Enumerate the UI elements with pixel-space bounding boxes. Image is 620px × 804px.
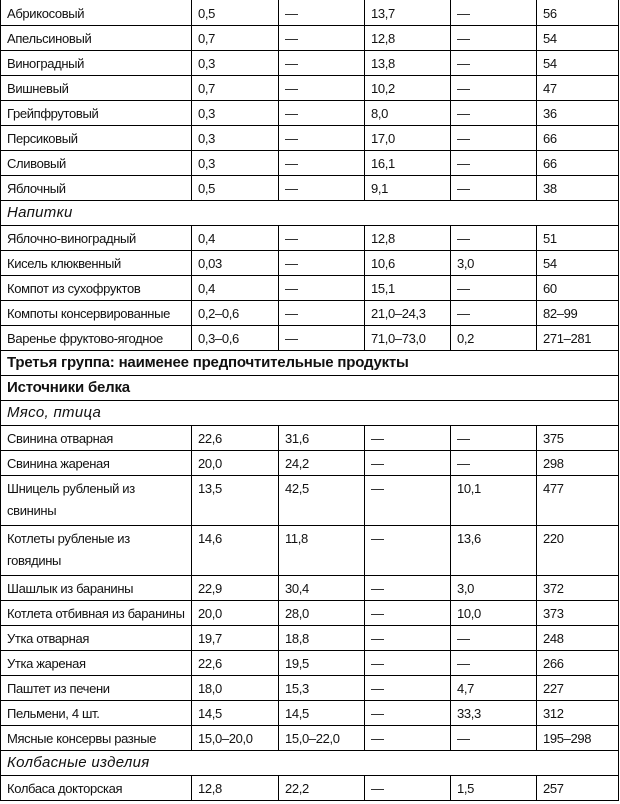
table-row xyxy=(0,176,619,201)
table-cell: — xyxy=(450,101,536,125)
table-row xyxy=(0,651,619,676)
table-cell: — xyxy=(278,176,364,200)
table-cell: 220 xyxy=(536,526,620,575)
table-cell: 248 xyxy=(536,626,620,650)
table-cell: 375 xyxy=(536,426,620,450)
table-cell: 54 xyxy=(536,251,620,275)
table-cell: — xyxy=(364,676,450,700)
table-row xyxy=(0,101,619,126)
table-cell: — xyxy=(278,126,364,150)
table-cell: 54 xyxy=(536,26,620,50)
table-cell: — xyxy=(450,451,536,475)
row-label: Абрикосовый xyxy=(7,6,85,21)
row-label: Яблочный xyxy=(7,181,66,196)
section-label: Напитки xyxy=(7,204,73,221)
section-label: Колбасные изделия xyxy=(7,754,150,771)
table-cell: 0,5 xyxy=(191,0,278,25)
table-row xyxy=(0,426,619,451)
row-label: Яблочно-виноградный xyxy=(7,231,136,246)
table-cell: 19,5 xyxy=(278,651,364,675)
row-label: Грейпфрутовый xyxy=(7,106,99,121)
table-cell: 0,5 xyxy=(191,176,278,200)
table-cell: 38 xyxy=(536,176,620,200)
table-cell: — xyxy=(364,726,450,750)
table-cell: — xyxy=(450,426,536,450)
table-cell: — xyxy=(364,651,450,675)
table-cell: — xyxy=(364,576,450,600)
table-cell: 28,0 xyxy=(278,601,364,625)
row-label: Апельсиновый xyxy=(7,31,92,46)
table-cell: 66 xyxy=(536,151,620,175)
row-label: Компот из сухофруктов xyxy=(7,281,141,296)
table-row xyxy=(0,26,619,51)
table-cell: — xyxy=(364,701,450,725)
table-cell: 257 xyxy=(536,776,620,800)
table-cell: 60 xyxy=(536,276,620,300)
table-cell: 22,6 xyxy=(191,426,278,450)
section-heading xyxy=(0,351,619,376)
row-label: Колбаса докторская xyxy=(7,781,123,796)
table-cell: 0,2–0,6 xyxy=(191,301,278,325)
table-cell: 0,3–0,6 xyxy=(191,326,278,350)
table-row xyxy=(0,701,619,726)
row-label: Сливовый xyxy=(7,156,66,171)
table-cell: 0,3 xyxy=(191,101,278,125)
table-cell: 71,0–73,0 xyxy=(364,326,450,350)
row-label: Компоты консервированные xyxy=(7,306,170,321)
row-label: Шашлык из баранины xyxy=(7,581,134,596)
table-cell: — xyxy=(278,0,364,25)
row-label: Виноградный xyxy=(7,56,85,71)
table-row xyxy=(0,451,619,476)
table-cell: — xyxy=(278,51,364,75)
table-cell: — xyxy=(278,26,364,50)
table-cell: — xyxy=(450,126,536,150)
table-cell: 20,0 xyxy=(191,601,278,625)
table-cell: 20,0 xyxy=(191,451,278,475)
subsection-heading xyxy=(0,201,619,226)
table-cell: 82–99 xyxy=(536,301,620,325)
row-label: Котлеты рубленые из говядины xyxy=(7,531,130,568)
table-cell: 298 xyxy=(536,451,620,475)
table-cell: 0,7 xyxy=(191,26,278,50)
table-cell: — xyxy=(278,226,364,250)
table-row xyxy=(0,776,619,801)
table-cell: 0,3 xyxy=(191,51,278,75)
table-row xyxy=(0,251,619,276)
table-cell: — xyxy=(450,51,536,75)
table-row xyxy=(0,151,619,176)
table-cell: 3,0 xyxy=(450,576,536,600)
table-cell: 47 xyxy=(536,76,620,100)
table-cell: 373 xyxy=(536,601,620,625)
row-label: Вишневый xyxy=(7,81,69,96)
table-cell: 13,8 xyxy=(364,51,450,75)
table-cell: — xyxy=(450,0,536,25)
table-cell: — xyxy=(278,326,364,350)
row-label: Утка жареная xyxy=(7,656,86,671)
table-cell: 11,8 xyxy=(278,526,364,575)
table-row xyxy=(0,301,619,326)
row-label: Шницель рубленый из свинины xyxy=(7,481,135,518)
table-cell: 66 xyxy=(536,126,620,150)
table-cell: 14,5 xyxy=(191,701,278,725)
table-cell: 15,0–20,0 xyxy=(191,726,278,750)
table-cell: 17,0 xyxy=(364,126,450,150)
section-label: Мясо, птица xyxy=(7,404,102,421)
table-cell: 4,7 xyxy=(450,676,536,700)
table-row xyxy=(0,326,619,351)
table-cell: — xyxy=(450,726,536,750)
table-row xyxy=(0,726,619,751)
table-cell: 13,7 xyxy=(364,0,450,25)
table-row xyxy=(0,126,619,151)
table-row xyxy=(0,526,619,576)
table-row xyxy=(0,276,619,301)
table-cell: — xyxy=(278,276,364,300)
table-cell: 18,0 xyxy=(191,676,278,700)
table-cell: 3,0 xyxy=(450,251,536,275)
table-cell: 8,0 xyxy=(364,101,450,125)
table-cell: 12,8 xyxy=(364,226,450,250)
table-cell: 22,2 xyxy=(278,776,364,800)
table-cell: 10,1 xyxy=(450,476,536,525)
table-cell: 13,5 xyxy=(191,476,278,525)
table-cell: 477 xyxy=(536,476,620,525)
table-cell: 14,5 xyxy=(278,701,364,725)
table-cell: — xyxy=(278,101,364,125)
table-cell: 10,2 xyxy=(364,76,450,100)
table-cell: 51 xyxy=(536,226,620,250)
table-cell: 372 xyxy=(536,576,620,600)
table-cell: 15,0–22,0 xyxy=(278,726,364,750)
table-cell: 0,03 xyxy=(191,251,278,275)
table-cell: 0,3 xyxy=(191,151,278,175)
table-cell: 36 xyxy=(536,101,620,125)
table-cell: 12,8 xyxy=(364,26,450,50)
table-row xyxy=(0,226,619,251)
table-cell: 15,1 xyxy=(364,276,450,300)
table-cell: 10,0 xyxy=(450,601,536,625)
row-label: Кисель клюквенный xyxy=(7,256,121,271)
table-cell: 0,7 xyxy=(191,76,278,100)
table-row xyxy=(0,76,619,101)
table-cell: 14,6 xyxy=(191,526,278,575)
table-cell: — xyxy=(364,426,450,450)
subsection-heading xyxy=(0,401,619,426)
table-cell: — xyxy=(450,176,536,200)
table-row xyxy=(0,601,619,626)
row-label: Варенье фруктово-ягодное xyxy=(7,331,163,346)
table-cell: 33,3 xyxy=(450,701,536,725)
row-label: Котлета отбивная из баранины xyxy=(7,606,185,621)
table-cell: — xyxy=(364,526,450,575)
table-cell: 21,0–24,3 xyxy=(364,301,450,325)
table-cell: 0,2 xyxy=(450,326,536,350)
row-label: Мясные консервы разные xyxy=(7,731,157,746)
table-cell: — xyxy=(364,626,450,650)
table-row xyxy=(0,0,619,26)
table-cell: — xyxy=(450,626,536,650)
table-row xyxy=(0,626,619,651)
table-cell: 13,6 xyxy=(450,526,536,575)
table-row xyxy=(0,51,619,76)
table-cell: 30,4 xyxy=(278,576,364,600)
table-cell: 0,4 xyxy=(191,276,278,300)
table-cell: — xyxy=(450,301,536,325)
table-cell: — xyxy=(278,151,364,175)
table-cell: — xyxy=(278,76,364,100)
table-cell: 266 xyxy=(536,651,620,675)
table-cell: 22,6 xyxy=(191,651,278,675)
table-cell: — xyxy=(450,76,536,100)
table-cell: 1,5 xyxy=(450,776,536,800)
table-cell: — xyxy=(278,301,364,325)
row-label: Пельмени, 4 шт. xyxy=(7,706,100,721)
table-cell: 9,1 xyxy=(364,176,450,200)
table-cell: 22,9 xyxy=(191,576,278,600)
table-row xyxy=(0,476,619,526)
section-heading xyxy=(0,376,619,401)
table-cell: 31,6 xyxy=(278,426,364,450)
subsection-heading xyxy=(0,751,619,776)
table-cell: — xyxy=(450,151,536,175)
table-row xyxy=(0,676,619,701)
table-cell: 18,8 xyxy=(278,626,364,650)
table-cell: 0,3 xyxy=(191,126,278,150)
table-cell: 16,1 xyxy=(364,151,450,175)
table-row xyxy=(0,576,619,601)
row-label: Паштет из печени xyxy=(7,681,110,696)
table-cell: 0,4 xyxy=(191,226,278,250)
table-cell: 271–281 xyxy=(536,326,620,350)
table-cell: 19,7 xyxy=(191,626,278,650)
table-cell: 10,6 xyxy=(364,251,450,275)
table-cell: 312 xyxy=(536,701,620,725)
table-cell: 56 xyxy=(536,0,620,25)
section-label: Источники белка xyxy=(7,379,130,396)
table-cell: — xyxy=(364,451,450,475)
table-cell: — xyxy=(450,226,536,250)
table-cell: — xyxy=(364,601,450,625)
table-cell: 227 xyxy=(536,676,620,700)
table-cell: 195–298 xyxy=(536,726,620,750)
table-cell: — xyxy=(450,276,536,300)
row-label: Утка отварная xyxy=(7,631,90,646)
table-cell: — xyxy=(278,251,364,275)
table-cell: 15,3 xyxy=(278,676,364,700)
section-label: Третья группа: наименее предпочтительные продукты xyxy=(7,354,409,371)
row-label: Свинина отварная xyxy=(7,431,113,446)
table-cell: — xyxy=(450,26,536,50)
table-cell: — xyxy=(450,651,536,675)
row-label: Свинина жареная xyxy=(7,456,110,471)
table-cell: 54 xyxy=(536,51,620,75)
row-label: Персиковый xyxy=(7,131,78,146)
table-cell: 12,8 xyxy=(191,776,278,800)
table-cell: — xyxy=(364,776,450,800)
table-cell: — xyxy=(364,476,450,525)
table-cell: 24,2 xyxy=(278,451,364,475)
table-cell: 42,5 xyxy=(278,476,364,525)
